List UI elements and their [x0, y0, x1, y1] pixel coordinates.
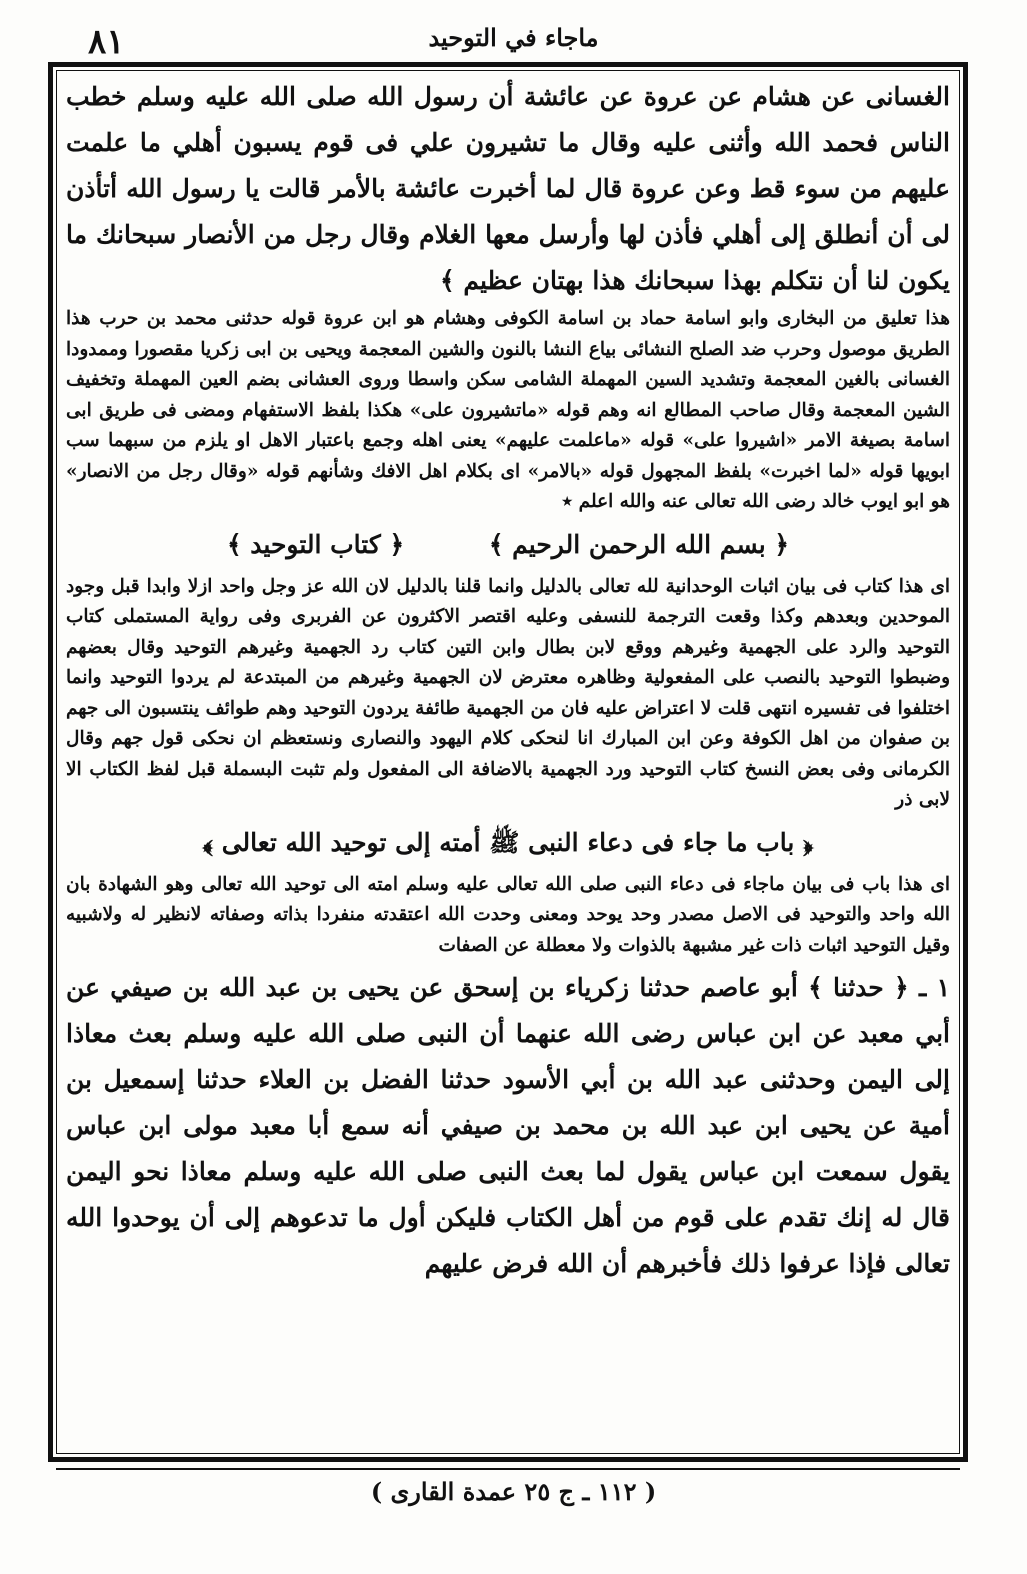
- page-number: ٨١: [88, 22, 125, 62]
- commentary-paragraph: هذا تعليق من البخارى وابو اسامة حماد بن اسامة الكوفى وهشام هو ابن عروة قوله حدثنى محمد بن حرب هذا الطريق موصول وحرب ضد الصلح النشائى بياع النشا بالنون والشين المعجمة ويحيى بن ابى زكريا مقصورا وممدودا الغسانى بالغين المعجمة وتشديد السين المهملة الشامى سكن واسطا وروى العشانى بضم العين المهملة وتخفيف الشين المعجمة وقال صاحب المطالع انه وهم قوله «ماتشيرون على» هكذا بلفظ الاستفهام ومضى فى طريق ابى اسامة بصيغة الامر «اشيروا على» قوله «ماعلمت عليهم» يعنى اهله وجمع باعتبار الاهل او يلزم من سبهما سب ابويها قوله «لما اخبرت» بلفظ المجهول قوله «بالامر» اى بكلام اهل الافك وشأنهم قوله «وقال رجل من الانصار» هو ابو ايوب خالد رضى الله تعالى عنه والله اعلم ٭: [66, 308, 950, 512]
- book-title-heading: ﴿ كتاب التوحيد ﴾: [226, 529, 405, 559]
- commentary-paragraph: اى هذا كتاب فى بيان اثبات الوحدانية لله تعالى بالدليل وانما قلنا بالدليل لان الله عز وجل واحد ازلا وابدا قبل وجود الموحدين وبعدهم وكذا وقعت الترجمة للنسفى وعليه اقتصر الاكثرون عن الفربرى وفى رواية المستملى كتاب التوحيد والرد على الجهمية وغيرهم ووقع لابن بطال وابن التين كتاب رد الجهمية وغيرهم التوحيد وقال بعضهم وضبطوا التوحيد بالنصب على المفعولية وظاهره معترض لان الجهمية وغيرهم من المبتدعة لم يردوا التوحيد وانما اختلفوا فى تفسيره انتهى قلت لا اعتراض عليه فان من الجهمية طائفة يردون التوحيد وهم طوائف ينتسبون الى جهم بن صفوان من اهل الكوفة وعن ابن المبارك انا لنحكى كلام اليهود والنصارى ونستعظم ان نحكى قول جهم وقال الكرمانى وفى بعض النسخ كتاب التوحيد ورد الجهمية بالاضافة الى المفعول ولم تثبت البسملة قبل لفظ الكتاب الا لابى ذر: [66, 575, 950, 810]
- footer-signature: ( ١١٢ ـ ج ٢٥ عمدة القارى ): [370, 1477, 657, 1506]
- running-header: ماجاء في التوحيد: [428, 23, 599, 52]
- hadith-text: ١ ـ ﴿ حدثنا ﴾ أبو عاصم حدثنا زكرياء بن إسحق عن يحيى بن عبد الله بن صيفي عن أبي معبد عن ابن عباس رضى الله عنهما أن النبى صلى الله عليه وسلم بعث معاذا إلى اليمن وحدثنى عبد الله بن أبي الأسود حدثنا الفضل بن العلاء حدثنا إسمعيل بن أمية عن يحيى ابن عبد الله بن محمد بن صيفي أنه سمع أبا معبد مولى ابن عباس يقول سمعت ابن عباس يقول لما بعث النبى صلى الله عليه وسلم معاذا نحو اليمن قال له إنك تقدم على قوم من أهل الكتاب فليكن أول ما تدعوهم إلى أن يوحدوا الله تعالى فإذا عرفوا ذلك فأخبرهم أن الله فرض عليهم: [66, 973, 950, 1278]
- chapter-heading: ﴿ باب ما جاء فى دعاء النبى ﷺ أمته إلى توحيد الله تعالى ﴾: [202, 827, 814, 857]
- section-headings: [66, 522, 950, 568]
- commentary-paragraph: اى هذا باب فى بيان ماجاء فى دعاء النبى صلى الله تعالى عليه وسلم امته الى توحيد الله تعالى وهو الشهادة بان الله واحد والتوحيد فى الاصل مصدر وحد يوحد ومعنى وحدت الله اعتقدته منفردا بذاته وصفاته لانظير له ولاشبيه وقيل التوحيد اثبات ذات غير مشبهة بالذوات ولا معطلة عن الصفات: [66, 873, 950, 956]
- basmala-heading: ﴿ بسم الله الرحمن الرحيم ﴾: [488, 529, 790, 559]
- page-body: [66, 74, 950, 1446]
- hadith-text-tail: الغسانى عن هشام عن عروة عن عائشة أن رسول الله صلى الله عليه وسلم خطب الناس فحمد الله وأثنى عليه وقال ما تشيرون علي فى قوم يسبون أهلي ما علمت عليهم من سوء قط وعن عروة قال لما أخبرت عائشة بالأمر قالت يا رسول الله أتأذن لى أن أنطلق إلى أهلي فأذن لها وأرسل معها الغلام وقال رجل من الأنصار سبحانك ما يكون لنا أن نتكلم بهذا سبحانك هذا بهتان عظيم ﴾: [66, 82, 950, 295]
